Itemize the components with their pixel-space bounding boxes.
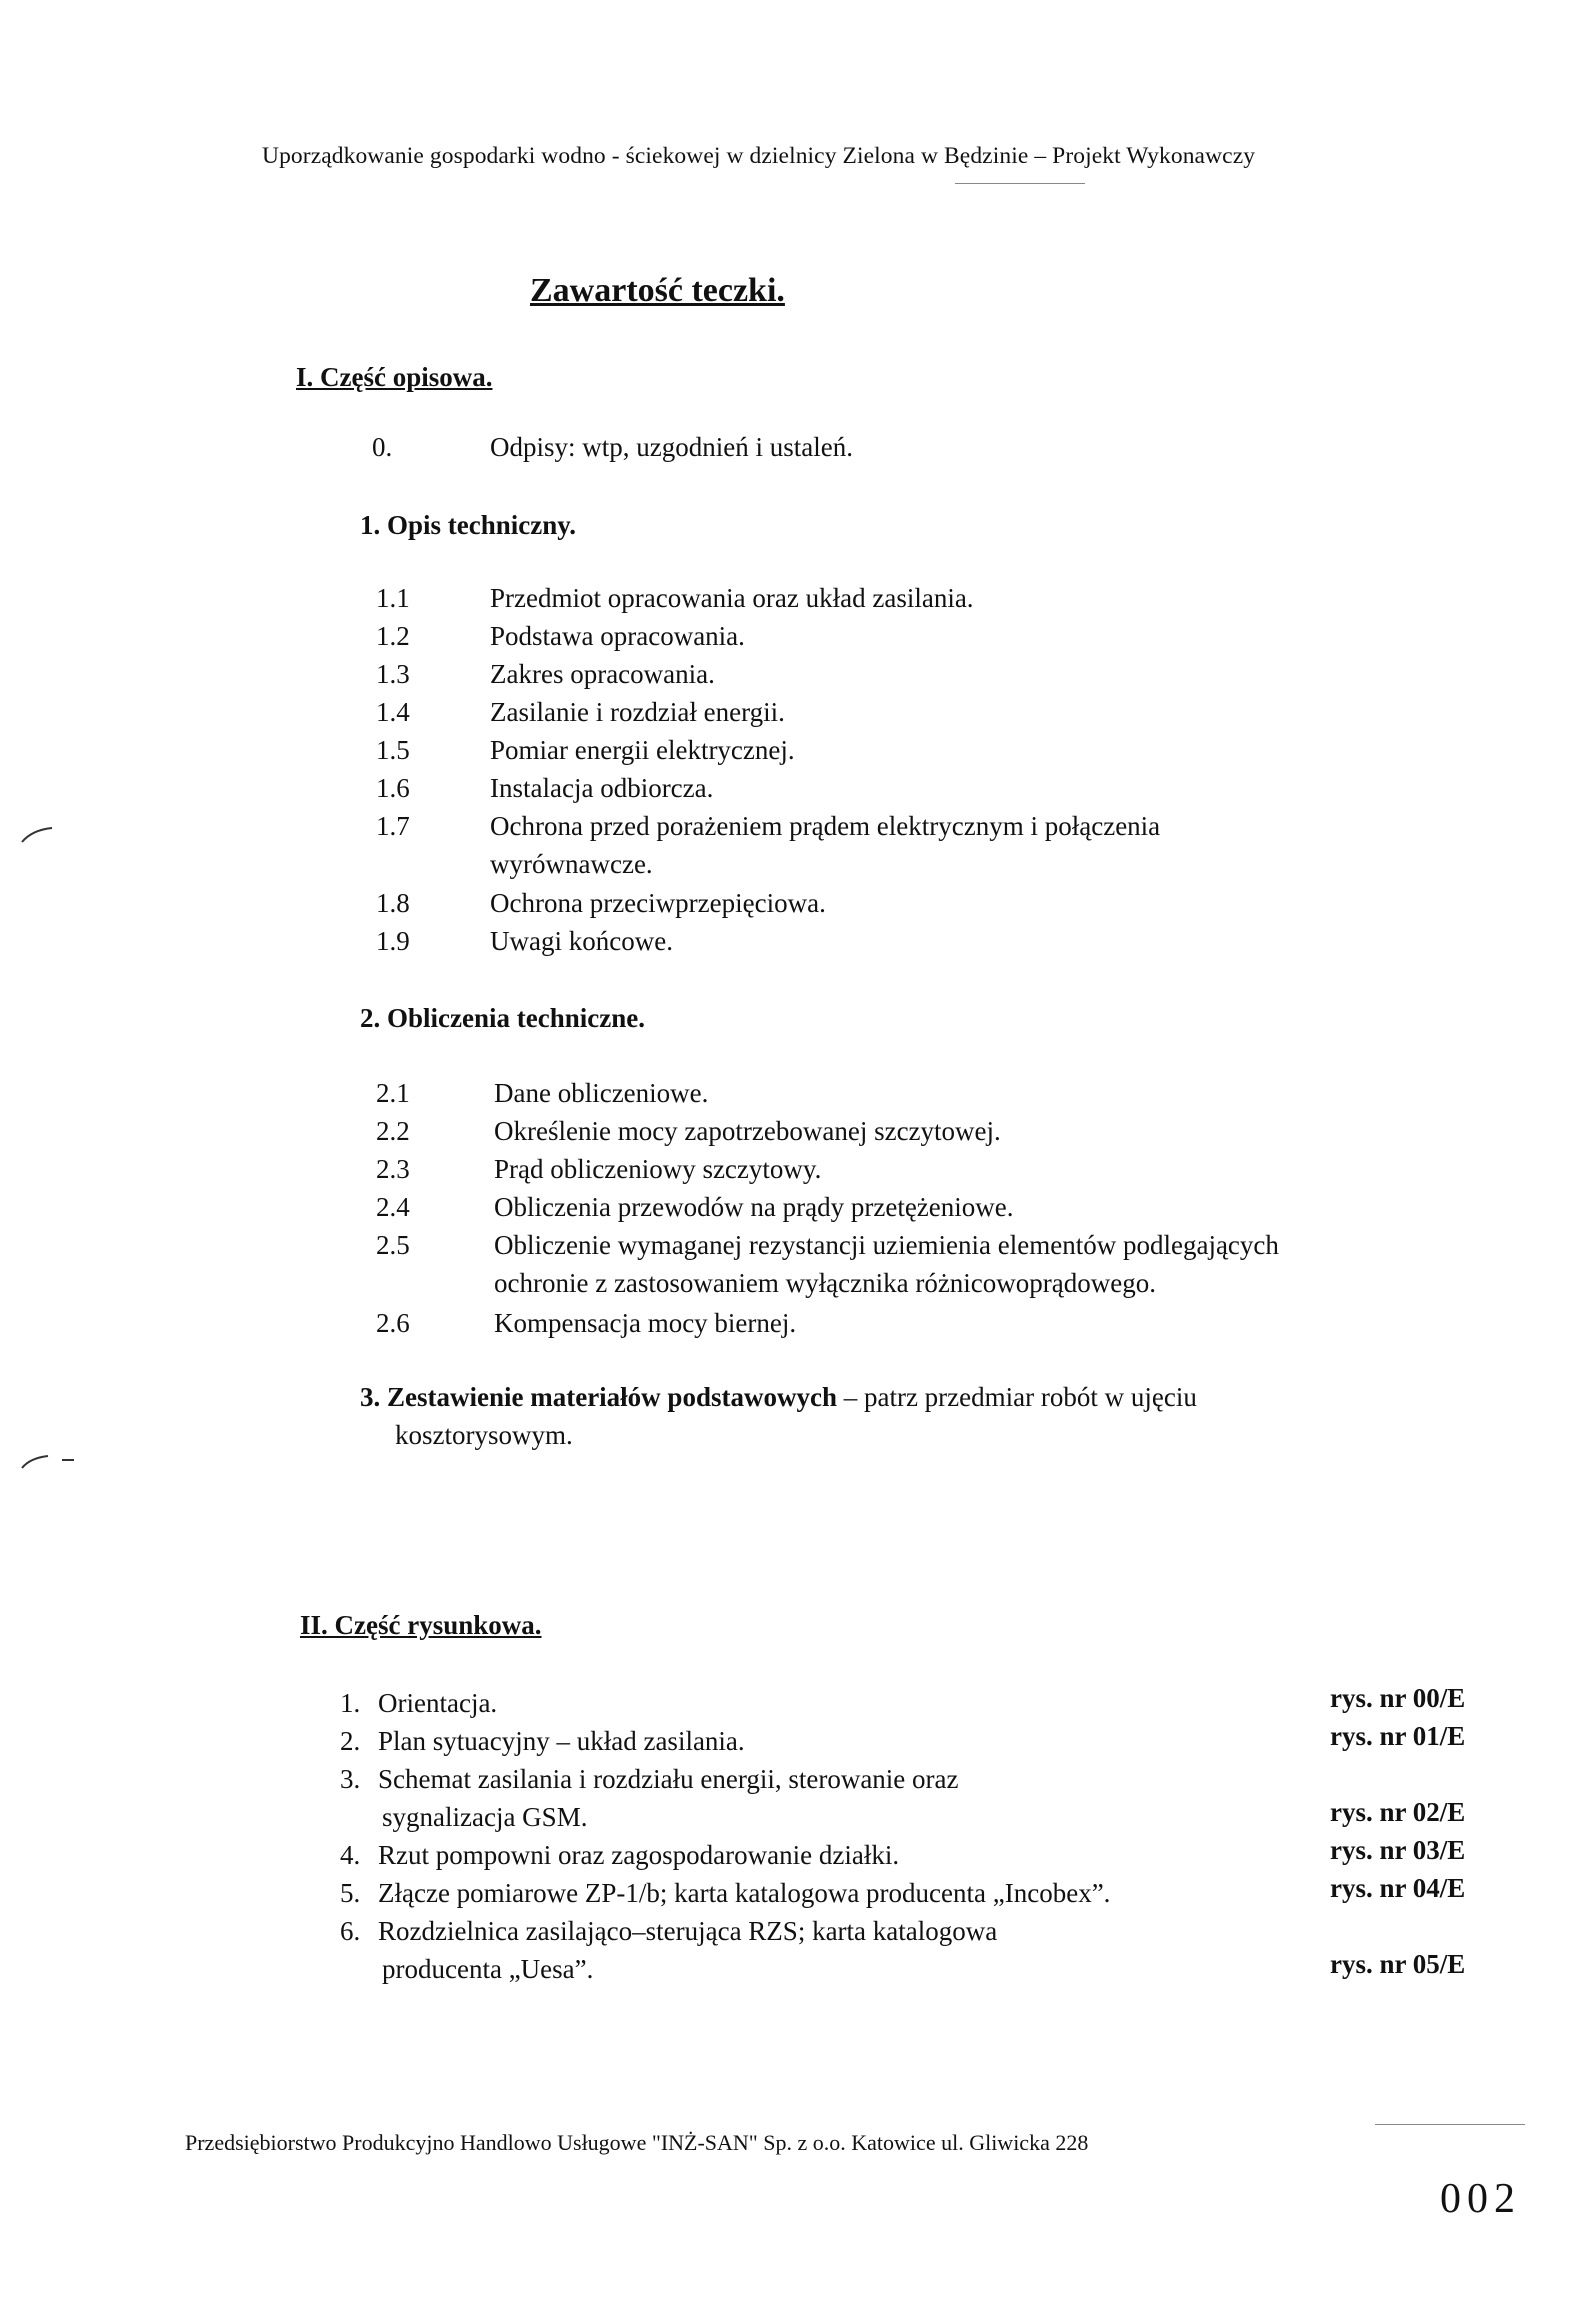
drawing-6-text: Rozdzielnica zasilająco–sterująca RZS; karta katalogowa xyxy=(378,1916,998,1946)
drawing-3-number: 3. xyxy=(340,1764,361,1794)
item-1-3-text: Zakres opracowania. xyxy=(490,659,715,689)
item-2-2-number: 2.2 xyxy=(376,1116,410,1146)
item-0-text: Odpisy: wtp, uzgodnień i ustaleń. xyxy=(490,432,853,462)
section3-line2: kosztorysowym. xyxy=(395,1420,573,1450)
item-2-1-number: 2.1 xyxy=(376,1078,410,1108)
drawing-6-number: 6. xyxy=(340,1916,361,1946)
item-1-7-number: 1.7 xyxy=(376,811,410,841)
drawing-5-ref: rys. nr 04/E xyxy=(1330,1873,1466,1903)
item-1-7-text: Ochrona przed porażeniem prądem elektrycznym i połączenia xyxy=(490,811,1161,841)
section3-heading: 3. Zestawienie materiałów podstawowych xyxy=(360,1382,837,1412)
item-2-2-text: Określenie mocy zapotrzebowanej szczytowej. xyxy=(494,1116,1001,1146)
drawing-2-number: 2. xyxy=(340,1726,361,1756)
drawing-4-text: Rzut pompowni oraz zagospodarowanie działki. xyxy=(378,1840,900,1870)
footer-rule xyxy=(1375,2124,1525,2125)
item-1-6-number: 1.6 xyxy=(376,773,410,803)
part1-heading: I. Część opisowa. xyxy=(296,362,493,392)
item-2-3-text: Prąd obliczeniowy szczytowy. xyxy=(494,1154,822,1184)
drawing-4-number: 4. xyxy=(340,1840,361,1870)
part2-heading: II. Część rysunkowa. xyxy=(300,1610,542,1640)
drawing-3-ref: rys. nr 02/E xyxy=(1330,1797,1466,1827)
item-1-5-number: 1.5 xyxy=(376,735,410,765)
drawing-1-ref: rys. nr 00/E xyxy=(1330,1683,1466,1713)
item-1-2-text: Podstawa opracowania. xyxy=(490,621,745,651)
document-header: Uporządkowanie gospodarki wodno - ściekowej w dzielnicy Zielona w Będzinie – Projekt Wykonawczy xyxy=(262,143,1256,169)
item-2-3-number: 2.3 xyxy=(376,1154,410,1184)
item-2-5-text: Obliczenie wymaganej rezystancji uziemienia elementów podlegających xyxy=(494,1230,1279,1260)
item-2-6-text: Kompensacja mocy biernej. xyxy=(494,1308,797,1338)
drawing-1-text: Orientacja. xyxy=(378,1688,498,1718)
item-1-1-text: Przedmiot opracowania oraz układ zasilania. xyxy=(490,583,974,613)
item-2-5-text-line2: ochronie z zastosowaniem wyłącznika różnicowoprądowego. xyxy=(494,1268,1157,1298)
item-2-5-number: 2.5 xyxy=(376,1230,410,1260)
item-1-8-text: Ochrona przeciwprzepięciowa. xyxy=(490,888,826,918)
item-1-3-number: 1.3 xyxy=(376,659,410,689)
drawing-2-ref: rys. nr 01/E xyxy=(1330,1721,1466,1751)
drawing-5-text: Złącze pomiarowe ZP-1/b; karta katalogowa producenta „Incobex”. xyxy=(378,1878,1111,1908)
item-1-8-number: 1.8 xyxy=(376,888,410,918)
drawing-2-text: Plan sytuacyjny – układ zasilania. xyxy=(378,1726,745,1756)
item-2-4-number: 2.4 xyxy=(376,1192,410,1222)
header-rule xyxy=(955,183,1085,184)
margin-scan-mark xyxy=(18,1448,88,1472)
page-title: Zawartość teczki. xyxy=(530,272,785,309)
item-1-9-number: 1.9 xyxy=(376,926,410,956)
item-2-6-number: 2.6 xyxy=(376,1308,410,1338)
item-1-7-text-line2: wyrównawcze. xyxy=(490,849,653,879)
section1-heading: 1. Opis techniczny. xyxy=(360,510,577,540)
item-1-5-text: Pomiar energii elektrycznej. xyxy=(490,735,795,765)
section2-heading: 2. Obliczenia techniczne. xyxy=(360,1003,645,1033)
item-2-4-text: Obliczenia przewodów na prądy przetężeniowe. xyxy=(494,1192,1014,1222)
item-1-2-number: 1.2 xyxy=(376,621,410,651)
page-number: 002 xyxy=(1440,2176,1521,2222)
item-0-number: 0. xyxy=(372,432,393,462)
item-1-1-number: 1.1 xyxy=(376,583,410,613)
section3-note: – patrz przedmiar robót w ujęciu xyxy=(836,1382,1197,1412)
item-1-6-text: Instalacja odbiorcza. xyxy=(490,773,714,803)
margin-scan-mark xyxy=(18,822,58,846)
drawing-1-number: 1. xyxy=(340,1688,361,1718)
drawing-5-number: 5. xyxy=(340,1878,361,1908)
drawing-6-text-line2: producenta „Uesa”. xyxy=(382,1954,594,1984)
drawing-3-text-line2: sygnalizacja GSM. xyxy=(382,1802,588,1832)
item-2-1-text: Dane obliczeniowe. xyxy=(494,1078,709,1108)
drawing-4-ref: rys. nr 03/E xyxy=(1330,1835,1466,1865)
item-1-4-number: 1.4 xyxy=(376,697,410,727)
item-1-9-text: Uwagi końcowe. xyxy=(490,926,673,956)
drawing-6-ref: rys. nr 05/E xyxy=(1330,1949,1466,1979)
section3-line1 xyxy=(360,1382,1197,1413)
item-1-4-text: Zasilanie i rozdział energii. xyxy=(490,697,785,727)
drawing-3-text: Schemat zasilania i rozdziału energii, sterowanie oraz xyxy=(378,1764,959,1794)
document-footer: Przedsiębiorstwo Produkcyjno Handlowo Usługowe "INŻ-SAN" Sp. z o.o. Katowice ul. Gliwicka 228 xyxy=(185,2130,1089,2155)
